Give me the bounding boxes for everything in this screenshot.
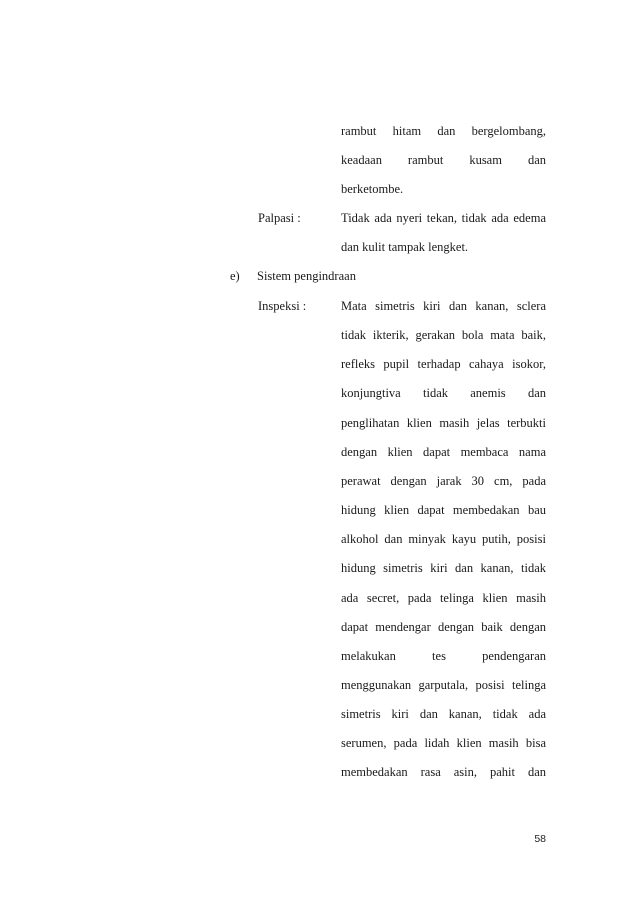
body-line: dapat mendengar dengan baik dengan [341,620,546,634]
body-line: menggunakan garputala, posisi telinga [341,678,546,692]
palpasi-label: Palpasi : [258,211,301,225]
body-line: refleks pupil terhadap cahaya isokor, [341,357,546,371]
body-line: dengan klien dapat membaca nama [341,445,546,459]
body-line: hidung simetris kiri dan kanan, tidak [341,561,546,575]
body-line: hidung klien dapat membedakan bau [341,503,546,517]
body-line: berketombe. [341,182,404,196]
body-line: keadaan rambut kusam dan [341,153,546,167]
body-line: konjungtiva tidak anemis dan [341,386,546,400]
section-marker: e) [230,269,240,283]
body-line: ada secret, pada telinga klien masih [341,591,546,605]
body-line: rambut hitam dan bergelombang, [341,124,546,138]
body-line: membedakan rasa asin, pahit dan [341,765,546,779]
body-line: alkohol dan minyak kayu putih, posisi [341,532,546,546]
inspeksi-label: Inspeksi : [258,299,307,313]
body-line: perawat dengan jarak 30 cm, pada [341,474,546,488]
body-line: Tidak ada nyeri tekan, tidak ada edema [341,211,546,225]
body-line: serumen, pada lidah klien masih bisa [341,736,546,750]
section-title: Sistem pengindraan [257,269,356,283]
page-number: 58 [534,833,546,845]
body-line: melakukan tes pendengaran [341,649,546,663]
body-line: dan kulit tampak lengket. [341,240,469,254]
body-line: tidak ikterik, gerakan bola mata baik, [341,328,546,342]
body-line: Mata simetris kiri dan kanan, sclera [341,299,546,313]
body-line: penglihatan klien masih jelas terbukti [341,416,546,430]
body-line: simetris kiri dan kanan, tidak ada [341,707,546,721]
